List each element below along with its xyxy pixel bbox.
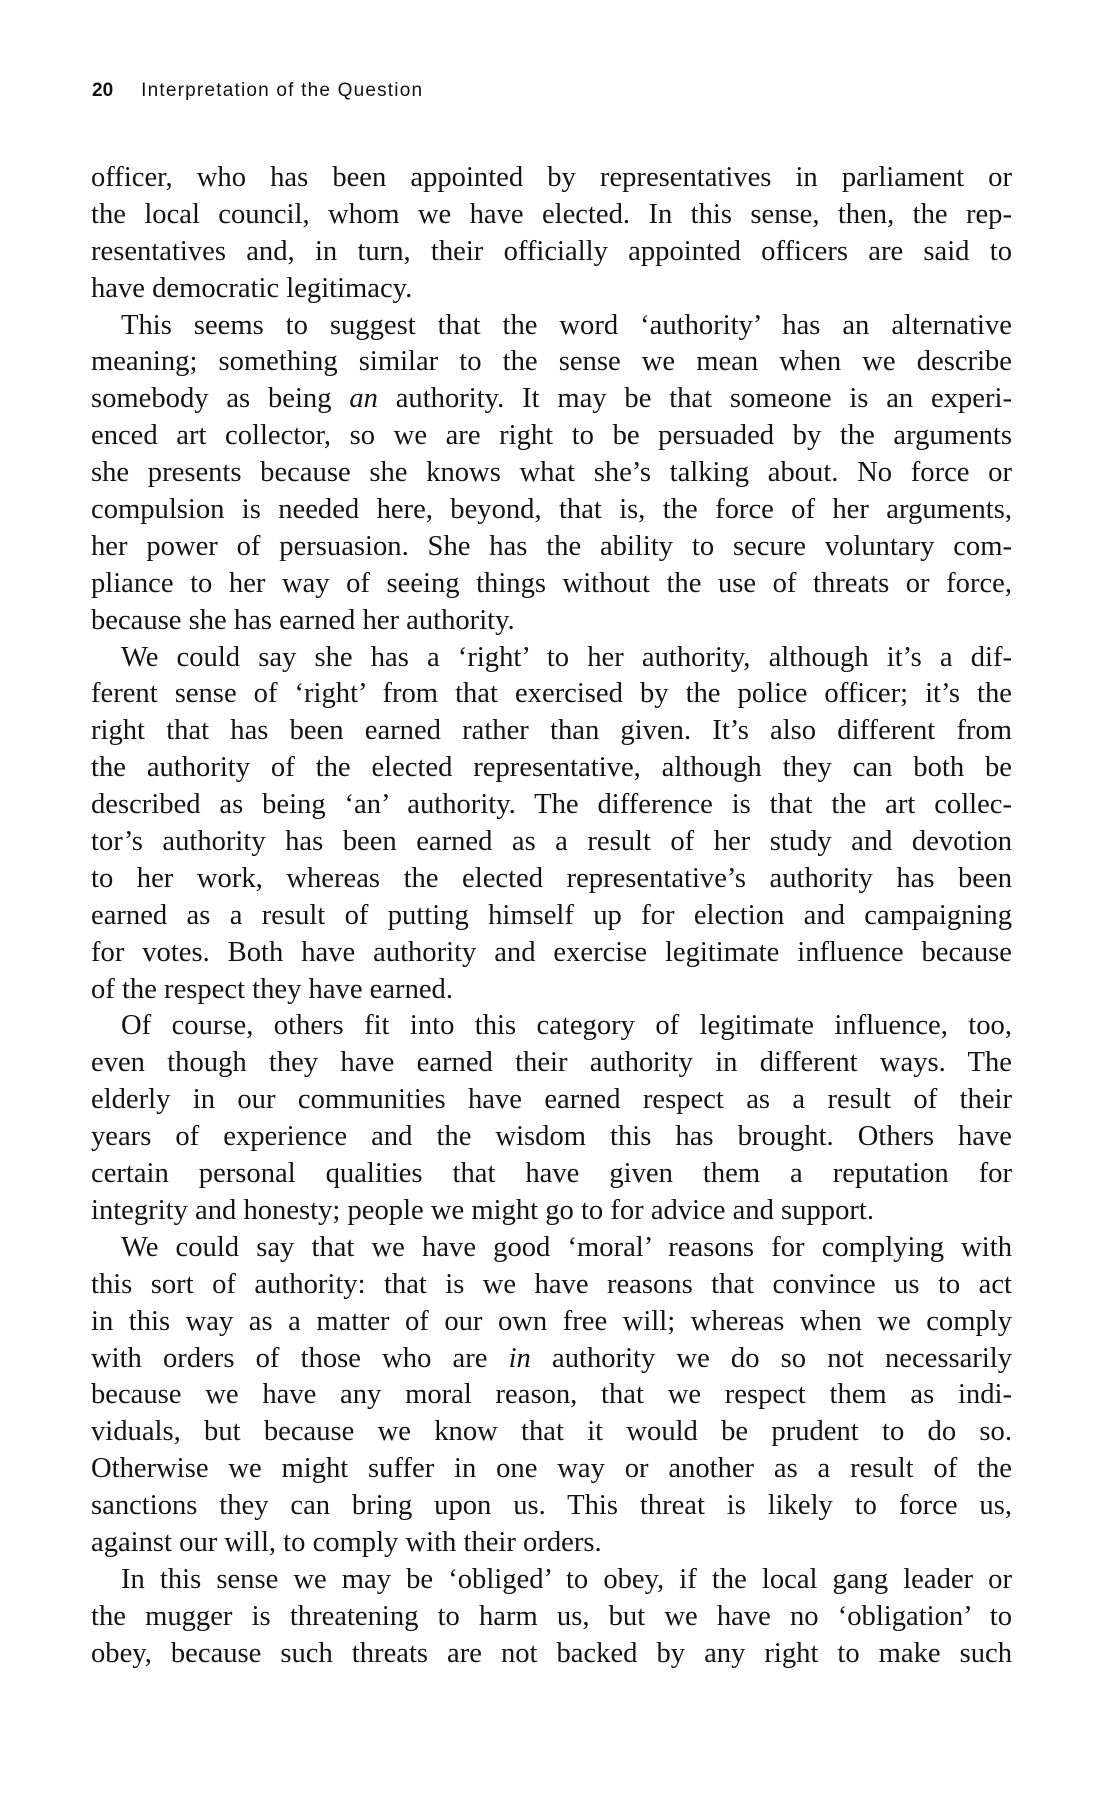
running-head bbox=[92, 80, 423, 102]
text-line: for votes. Both have authority and exercise legitimate influence because bbox=[91, 936, 1012, 968]
text-line: pliance to her way of seeing things without the use of threats or force, bbox=[91, 567, 1012, 599]
text-line: because we have any moral reason, that we respect them as indi- bbox=[91, 1379, 1012, 1411]
text-line: This seems to suggest that the word ‘authority’ has an alternative bbox=[121, 309, 1012, 341]
text-line: she presents because she knows what she’s talking about. No force or bbox=[91, 457, 1012, 489]
text-line: In this sense we may be ‘obliged’ to obey, if the local gang leader or bbox=[121, 1563, 1012, 1595]
text-line: earned as a result of putting himself up for election and campaigning bbox=[91, 899, 1012, 931]
paragraph bbox=[91, 1008, 1012, 1229]
paragraph bbox=[91, 1562, 1012, 1673]
text-line: in this way as a matter of our own free will; whereas when we comply bbox=[91, 1305, 1012, 1337]
text-line: to her work, whereas the elected representative’s authority has been bbox=[91, 862, 1012, 894]
text-line: somebody as being an authority. It may be that someone is an experi- bbox=[91, 383, 1012, 415]
text-line: elderly in our communities have earned respect as a result of their bbox=[91, 1084, 1012, 1116]
paragraph bbox=[91, 160, 1012, 308]
text-line: compulsion is needed here, beyond, that is, the force of her arguments, bbox=[91, 494, 1012, 526]
paragraph bbox=[91, 640, 1012, 1009]
text-line: Otherwise we might suffer in one way or another as a result of the bbox=[91, 1453, 1012, 1485]
page-number: 20 bbox=[92, 80, 114, 101]
text-line: certain personal qualities that have given them a reputation for bbox=[91, 1158, 1012, 1190]
text-line: resentatives and, in turn, their officially appointed officers are said to bbox=[91, 235, 1012, 267]
text-line: this sort of authority: that is we have reasons that convince us to act bbox=[91, 1268, 1012, 1300]
text-line: meaning; something similar to the sense we mean when we describe bbox=[91, 346, 1012, 378]
text-line: described as being ‘an’ authority. The difference is that the art collec- bbox=[91, 789, 1012, 821]
text-line: with orders of those who are in authority we do so not necessarily bbox=[91, 1342, 1012, 1374]
text-line: the authority of the elected representative, although they can both be bbox=[91, 752, 1012, 784]
text-line: years of experience and the wisdom this has brought. Others have bbox=[91, 1121, 1012, 1153]
text-line: the mugger is threatening to harm us, but we have no ‘obligation’ to bbox=[91, 1600, 1012, 1632]
text-line: viduals, but because we know that it would be prudent to do so. bbox=[91, 1416, 1012, 1448]
text-line: her power of persuasion. She has the ability to secure voluntary com- bbox=[91, 530, 1012, 562]
text-line: because she has earned her authority. bbox=[91, 604, 515, 636]
text-line: the local council, whom we have elected. In this sense, then, the rep- bbox=[91, 198, 1012, 230]
text-line: tor’s authority has been earned as a result of her study and devotion bbox=[91, 826, 1012, 858]
text-line: of the respect they have earned. bbox=[91, 973, 454, 1005]
text-line: right that has been earned rather than given. It’s also different from bbox=[91, 715, 1012, 747]
text-line: officer, who has been appointed by representatives in parliament or bbox=[91, 162, 1012, 193]
emphasis: an bbox=[349, 383, 378, 415]
text-line: We could say she has a ‘right’ to her authority, although it’s a dif- bbox=[121, 641, 1012, 673]
text-line: Of course, others fit into this category of legitimate influence, too, bbox=[121, 1010, 1012, 1042]
emphasis: in bbox=[508, 1342, 531, 1374]
text-line: have democratic legitimacy. bbox=[91, 272, 413, 304]
running-title: Interpretation of the Question bbox=[141, 80, 424, 101]
text-line: We could say that we have good ‘moral’ reasons for complying with bbox=[121, 1231, 1012, 1263]
text-line: enced art collector, so we are right to be persuaded by the arguments bbox=[91, 420, 1012, 452]
text-line: integrity and honesty; people we might go to for advice and support. bbox=[91, 1194, 874, 1226]
body-text bbox=[91, 160, 1012, 1673]
text-line: obey, because such threats are not backed by any right to make such bbox=[91, 1637, 1012, 1669]
text-line: even though they have earned their authority in different ways. The bbox=[91, 1047, 1012, 1079]
paragraph bbox=[91, 1230, 1012, 1562]
paragraph bbox=[91, 308, 1012, 640]
text-line: sanctions they can bring upon us. This threat is likely to force us, bbox=[91, 1490, 1012, 1522]
text-line: against our will, to comply with their orders. bbox=[91, 1526, 602, 1558]
text-line: ferent sense of ‘right’ from that exercised by the police officer; it’s the bbox=[91, 678, 1012, 710]
